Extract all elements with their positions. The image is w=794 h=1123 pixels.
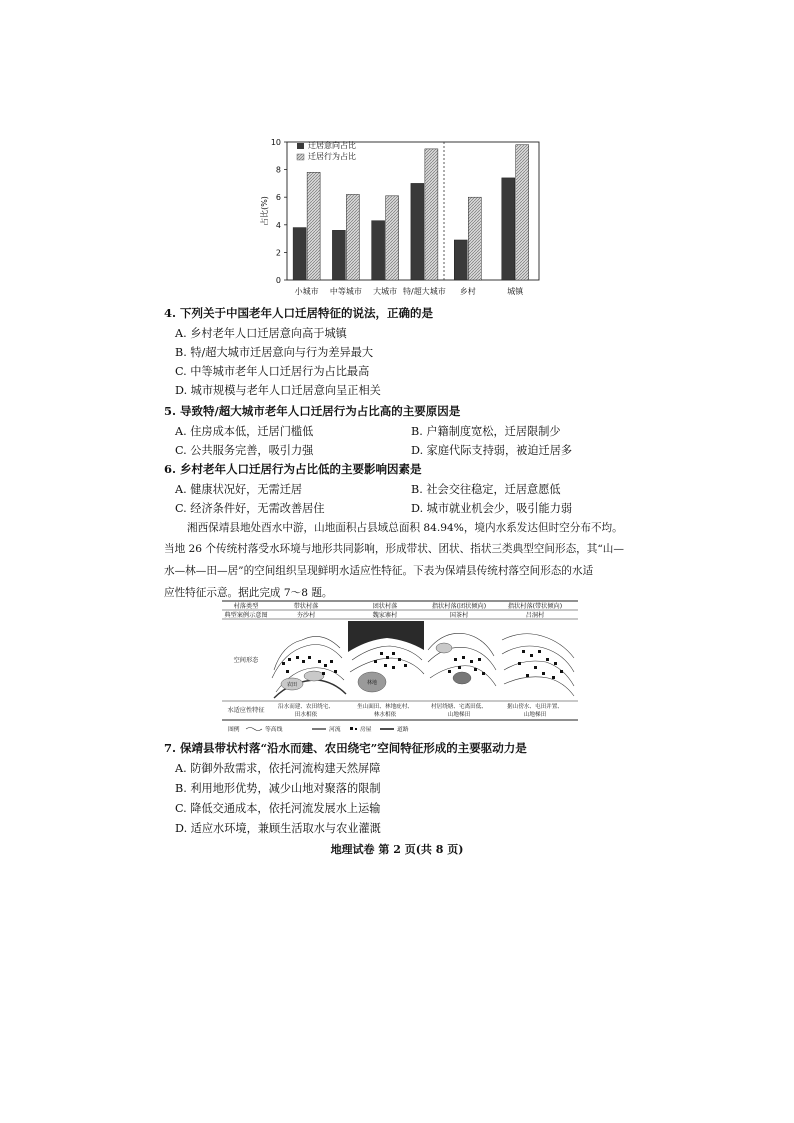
legend-contour: 等高线 [265, 727, 283, 733]
q6-stem: 6. 乡村老年人口迁居行为占比低的主要影响因素是 [164, 462, 422, 476]
q7-option-a[interactable]: A. 防御外敌需求，依托河流构建天然屏障 [175, 762, 381, 775]
bar-chart [255, 132, 545, 302]
chart-svg [255, 132, 545, 302]
bar-intent [293, 228, 306, 280]
table-header-belt: 带状村落 [293, 603, 319, 610]
table-case-finger-belt: 吕洞村 [525, 612, 545, 619]
map-forest-label: 林地 [366, 680, 378, 686]
table-case-label: 典型案例示意图 [224, 612, 268, 619]
table-header-finger-cluster: 指状村落(团状倾向) [431, 603, 487, 610]
bar-behavior [425, 149, 438, 280]
bar-intent [502, 178, 515, 280]
legend-house: 房屋 [360, 727, 372, 733]
map-cluster-village [348, 621, 424, 699]
passage-line-3: 水—林—田—居”的空间组织呈现鲜明水适应性特征。下表为保靖县传统村落空间形态的水适 [164, 565, 594, 577]
legend-swatch-intent [297, 143, 304, 149]
water-feature-finger-belt-1: 据山傍水、屯田并置、 [507, 704, 563, 710]
q7-option-c[interactable]: C. 降低交通成本，依托河流发展水上运输 [175, 802, 381, 815]
bar-intent [454, 240, 467, 280]
legend-road: 道路 [397, 727, 409, 733]
q4-option-b[interactable]: B. 特/超大城市迁居意向与行为差异最大 [175, 346, 374, 359]
q7-option-b[interactable]: B. 利用地形优势，减少山地对聚落的限制 [175, 782, 381, 795]
page-footer: 地理试卷 第 2 页(共 8 页) [330, 843, 464, 856]
q5-option-d[interactable]: D. 家庭代际支持弱，被迫迁居多 [411, 444, 573, 457]
passage-line-1: 湘西保靖县地处酉水中游，山地面积占县域总面积 84.94%，境内水系发达但时空分布不均。 [187, 522, 623, 534]
water-feature-finger-belt-2: 山地梯田 [523, 712, 547, 718]
q7-option-d[interactable]: D. 适应水环境，兼顾生活取水与农业灌溉 [175, 822, 381, 835]
bar-behavior [307, 172, 320, 280]
q4-stem: 4. 下列关于中国老年人口迁居特征的说法，正确的是 [164, 306, 434, 320]
q7-stem: 7. 保靖县带状村落“沿水而建、农田绕宅”空间特征形成的主要驱动力是 [164, 741, 527, 755]
water-feature-finger-cluster-2: 山地梯田 [447, 712, 471, 718]
q6-option-d[interactable]: D. 城市就业机会少，吸引能力弱 [411, 502, 573, 515]
x-category-label: 特/超大城市 [403, 287, 446, 296]
q5-option-b[interactable]: B. 户籍制度宽松，迁居限制少 [411, 425, 561, 438]
water-feature-finger-cluster-1: 村居绕塘、宅离田低、 [431, 704, 487, 710]
legend-label-intent: 迁居意向占比 [308, 141, 356, 150]
x-category-label: 乡村 [459, 287, 476, 296]
y-tick-label: 2 [275, 248, 281, 258]
water-feature-belt-1: 沿水而建、农田绕宅、 [278, 704, 334, 710]
bar-behavior [386, 196, 399, 280]
y-tick-label: 6 [275, 193, 281, 203]
bar-behavior [346, 194, 359, 280]
table-header-type: 村落类型 [233, 603, 259, 610]
village-table-svg [222, 600, 578, 737]
legend-river: 河流 [329, 727, 341, 733]
water-feature-cluster-2: 林水相依 [373, 712, 397, 718]
q6-option-a[interactable]: A. 健康状况好，无需迁居 [175, 483, 303, 496]
q6-option-c[interactable]: C. 经济条件好，无需改善居住 [175, 502, 325, 515]
bar-intent [411, 183, 424, 280]
q4-option-d[interactable]: D. 城市规模与老年人口迁居意向呈正相关 [175, 384, 381, 397]
bar-behavior [468, 197, 481, 280]
water-feature-belt-2: 田水相依 [294, 712, 318, 718]
x-category-label: 城镇 [507, 287, 524, 296]
legend-swatch-behavior [297, 154, 304, 160]
q4-option-a[interactable]: A. 乡村老年人口迁居意向高于城镇 [175, 327, 347, 340]
village-table [222, 600, 578, 737]
bar-intent [372, 221, 385, 280]
q4-option-c[interactable]: C. 中等城市老年人口迁居行为占比最高 [175, 365, 370, 378]
y-tick-label: 4 [275, 220, 281, 230]
y-tick-label: 8 [275, 165, 281, 175]
water-feature-cluster-1: 坐山面田、林地庇村、 [357, 704, 413, 710]
passage-line-4: 应性特征示意。据此完成 7～8 题。 [164, 587, 333, 599]
map-field-label: 农田 [286, 682, 298, 688]
passage-line-2: 当地 26 个传统村落受水环境与地形共同影响，形成带状、团状、指状三类典型空间形态，其“山— [164, 543, 624, 555]
bar-intent [332, 230, 345, 280]
table-form-label: 空间形态 [233, 657, 259, 664]
table-water-label: 水适应性特征 [227, 707, 265, 714]
legend-title: 图例 [228, 727, 240, 733]
table-header-cluster: 团状村落 [372, 603, 398, 610]
bar-behavior [516, 145, 529, 280]
table-case-cluster: 魏家寨村 [372, 612, 398, 619]
y-tick-label: 0 [275, 276, 281, 285]
map-finger-belt-village [502, 634, 574, 696]
x-category-label: 中等城市 [329, 287, 362, 296]
q5-option-c[interactable]: C. 公共服务完善，吸引力强 [175, 444, 314, 457]
q5-option-a[interactable]: A. 住房成本低，迁居门槛低 [175, 425, 314, 438]
table-case-belt: 夯沙村 [296, 612, 316, 619]
table-header-finger-belt: 指状村落(带状倾向) [507, 603, 563, 610]
legend-label-behavior: 迁居行为占比 [308, 152, 356, 161]
x-category-label: 小城市 [294, 287, 319, 296]
map-finger-cluster-village [428, 633, 496, 686]
y-tick-label: 10 [270, 138, 281, 147]
table-legend [228, 725, 409, 733]
q5-stem: 5. 导致特/超大城市老年人口迁居行为占比高的主要原因是 [164, 404, 461, 418]
map-belt-village [272, 636, 346, 698]
y-axis-label: 占比(%) [260, 196, 269, 226]
table-case-finger-cluster: 国茶村 [449, 612, 469, 619]
q6-option-b[interactable]: B. 社会交往稳定，迁居意愿低 [411, 483, 561, 496]
x-category-label: 大城市 [373, 287, 398, 296]
